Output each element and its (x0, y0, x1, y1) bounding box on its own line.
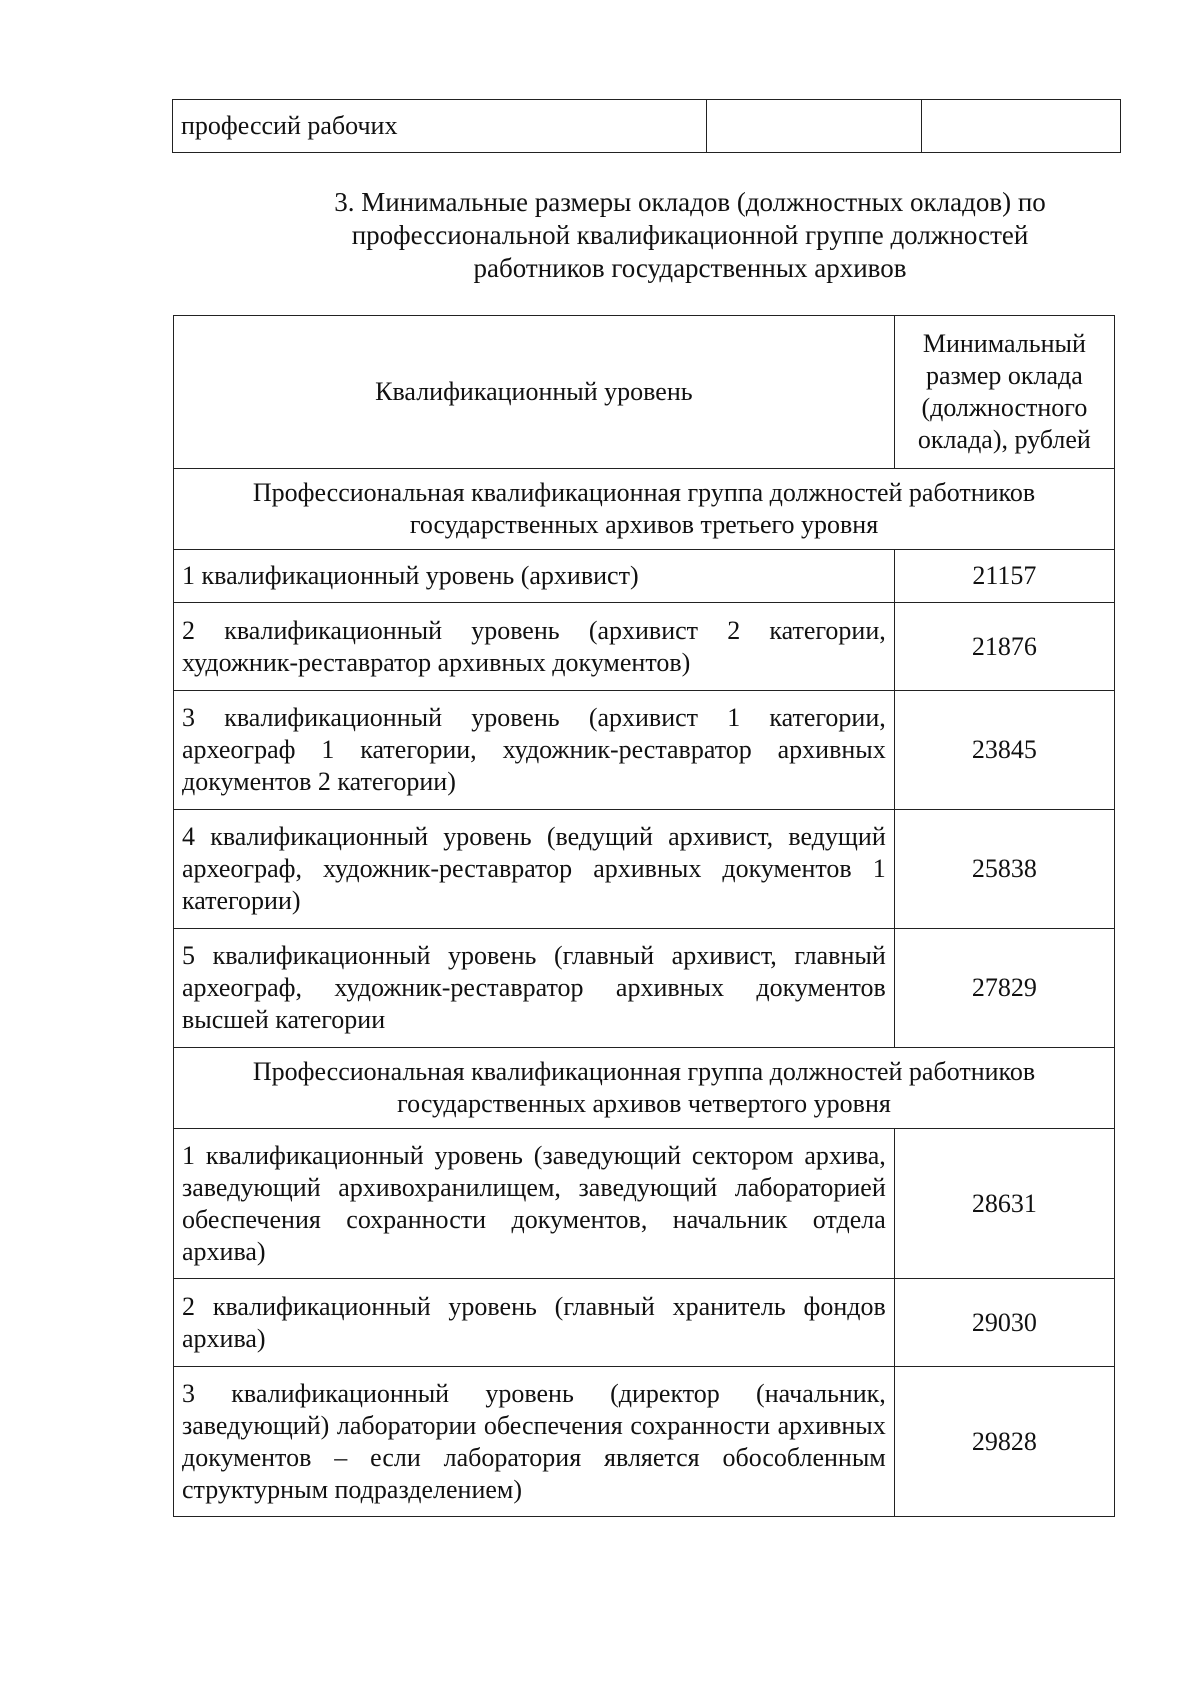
group-title: Профессиональная квалификационная группа должностей работников государственных архивов четвертого уровня (174, 1048, 1115, 1129)
level-cell: 4 квалификационный уровень (ведущий архивист, ведущий археограф, художник-реставратор архивных документов 1 категории) (174, 810, 895, 929)
heading-line: 3. Минимальные размеры окладов (должностных окладов) по (334, 187, 1046, 217)
salary-cell: 29030 (894, 1279, 1114, 1367)
level-cell: 1 квалификационный уровень (архивист) (174, 550, 895, 603)
salary-cell: 27829 (894, 929, 1114, 1048)
level-cell: 2 квалификационный уровень (архивист 2 категории, художник-реставратор архивных документов) (174, 603, 895, 691)
salary-cell: 21876 (894, 603, 1114, 691)
table-row (174, 691, 1115, 810)
empty-cell (707, 100, 922, 153)
group-title: Профессиональная квалификационная группа должностей работников государственных архивов третьего уровня (174, 469, 1115, 550)
level-column-header: Квалификационный уровень (174, 316, 895, 469)
level-cell: 3 квалификационный уровень (директор (начальник, заведующий) лаборатории обеспечения сохранности архивных документов – если лаборатория является обособленным структурным подразделением) (174, 1367, 895, 1517)
profession-cell: профессий рабочих (173, 100, 707, 153)
table-row (174, 550, 1115, 603)
salary-cell: 21157 (894, 550, 1114, 603)
heading-line: работников государственных архивов (473, 253, 907, 283)
table-row (174, 603, 1115, 691)
table-row (173, 100, 1121, 153)
level-cell: 1 квалификационный уровень (заведующий сектором архива, заведующий архивохранилищем, заведующий лабораторией обеспечения сохранности документов, начальник отдела архива) (174, 1129, 895, 1279)
salary-cell: 28631 (894, 1129, 1114, 1279)
group-header-row (174, 469, 1115, 550)
salary-column-header: Минимальный размер оклада (должностного оклада), рублей (894, 316, 1114, 469)
section-heading (240, 186, 1140, 285)
table-row (174, 1279, 1115, 1367)
salary-table (173, 315, 1115, 1517)
table-row (174, 929, 1115, 1048)
header-row (174, 316, 1115, 469)
level-cell: 2 квалификационный уровень (главный хранитель фондов архива) (174, 1279, 895, 1367)
table-row (174, 1367, 1115, 1517)
table-row (174, 810, 1115, 929)
table-row (174, 1129, 1115, 1279)
level-cell: 5 квалификационный уровень (главный архивист, главный археограф, художник-реставратор архивных документов высшей категории (174, 929, 895, 1048)
level-cell: 3 квалификационный уровень (архивист 1 категории, археограф 1 категории, художник-реставратор архивных документов 2 категории) (174, 691, 895, 810)
empty-cell (922, 100, 1121, 153)
salary-cell: 23845 (894, 691, 1114, 810)
group-header-row (174, 1048, 1115, 1129)
salary-cell: 29828 (894, 1367, 1114, 1517)
heading-line: профессиональной квалификационной группе должностей (351, 220, 1029, 250)
salary-cell: 25838 (894, 810, 1114, 929)
continuation-table (172, 99, 1121, 153)
